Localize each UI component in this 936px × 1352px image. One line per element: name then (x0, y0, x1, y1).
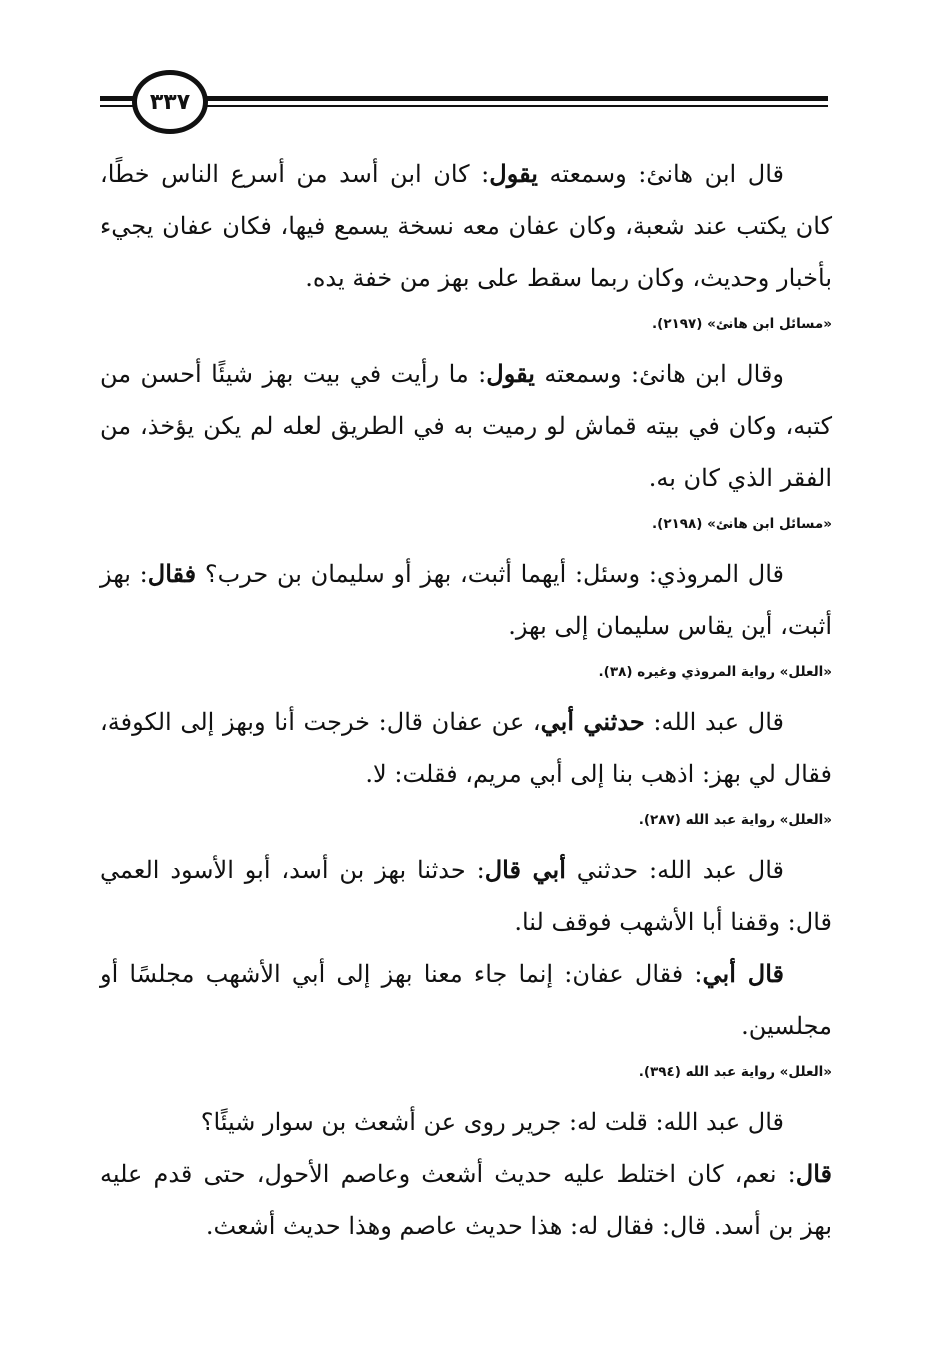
entry-paragraph (100, 348, 832, 504)
paragraph-text: : حدثنا بهز بن أسد، أبو الأسود العمي قال: وقفنا أبا الأشهب فوقف لنا. (100, 856, 832, 936)
paragraph-bold-text: حدثني أبي (540, 707, 645, 736)
paragraph-text: : ما رأيت في بيت بهز شيئًا أحسن من كتبه، وكان في بيته قماش لو رميت به في الطريق لعله لم يكن يؤخذ، من الفقر الذي كان به. (100, 360, 832, 492)
entry-paragraph (100, 1148, 832, 1252)
source-citation: «مسائل ابن هانئ» (٢١٩٧). (652, 316, 832, 332)
paragraph-text: قال عبد الله: (644, 708, 784, 736)
entry-paragraph (100, 1096, 832, 1148)
page-body (100, 148, 832, 1252)
entry-paragraph (100, 844, 832, 948)
paragraph-bold-text: فقال (147, 559, 197, 588)
paragraph-text: : كان ابن أسد من أسرع الناس خطًا، كان يكتب عند شعبة، وكان عفان معه نسخة يسمع فيها، فكان عفان يجيء بأخبار وحديث، وكان ربما سقط على بهز من خفة يده. (100, 160, 832, 292)
paragraph-bold-text: قال أبي (702, 959, 784, 988)
paragraph-text: قال عبد الله: حدثني (565, 856, 785, 884)
entry-paragraph (100, 948, 832, 1052)
paragraph-bold-text: يقول (486, 359, 535, 388)
paragraph-text: قال المروذي: وسئل: أيهما أثبت، بهز أو سليمان بن حرب؟ (196, 560, 785, 588)
source-citation: «العلل» رواية عبد الله (٣٩٤). (638, 1064, 832, 1080)
header-rule-thin (100, 105, 828, 107)
source-citation: «العلل» رواية عبد الله (٢٨٧). (638, 812, 832, 828)
paragraph-text: ، عن عفان قال: خرجت أنا وبهز إلى الكوفة، فقال لي بهز: اذهب بنا إلى أبي مريم، فقلت: لا. (100, 708, 832, 788)
header-rule-thick (100, 96, 828, 101)
page-number (132, 70, 208, 134)
page-header (100, 62, 828, 142)
paragraph-text: : فقال عفان: إنما جاء معنا بهز إلى أبي الأشهب مجلسًا أو مجلسين. (100, 960, 832, 1040)
paragraph-text: قال ابن هانئ: وسمعته (537, 160, 784, 188)
entry-paragraph (100, 696, 832, 800)
page-number-text: ٣٣٧ (149, 89, 191, 115)
entry-paragraph (100, 148, 832, 304)
paragraph-bold-text: أبي قال (484, 855, 566, 884)
paragraph-bold-text: قال (795, 1159, 832, 1188)
paragraph-text: قال عبد الله: قلت له: جرير روى عن أشعث بن سوار شيئًا؟ (200, 1108, 784, 1136)
paragraph-bold-text: يقول (489, 159, 538, 188)
paragraph-text: : نعم، كان اختلط عليه حديث أشعث وعاصم الأحول، حتى قدم عليه بهز بن أسد. قال: فقال له: هذا حديث عاصم وهذا حديث أشعث. (100, 1160, 832, 1240)
source-citation: «العلل» رواية المروذي وغيره (٣٨). (598, 664, 832, 680)
paragraph-text: : بهز أثبت، أين يقاس سليمان إلى بهز. (100, 560, 832, 640)
paragraph-text: وقال ابن هانئ: وسمعته (534, 360, 784, 388)
entry-paragraph (100, 548, 832, 652)
source-citation: «مسائل ابن هانئ» (٢١٩٨). (652, 516, 832, 532)
